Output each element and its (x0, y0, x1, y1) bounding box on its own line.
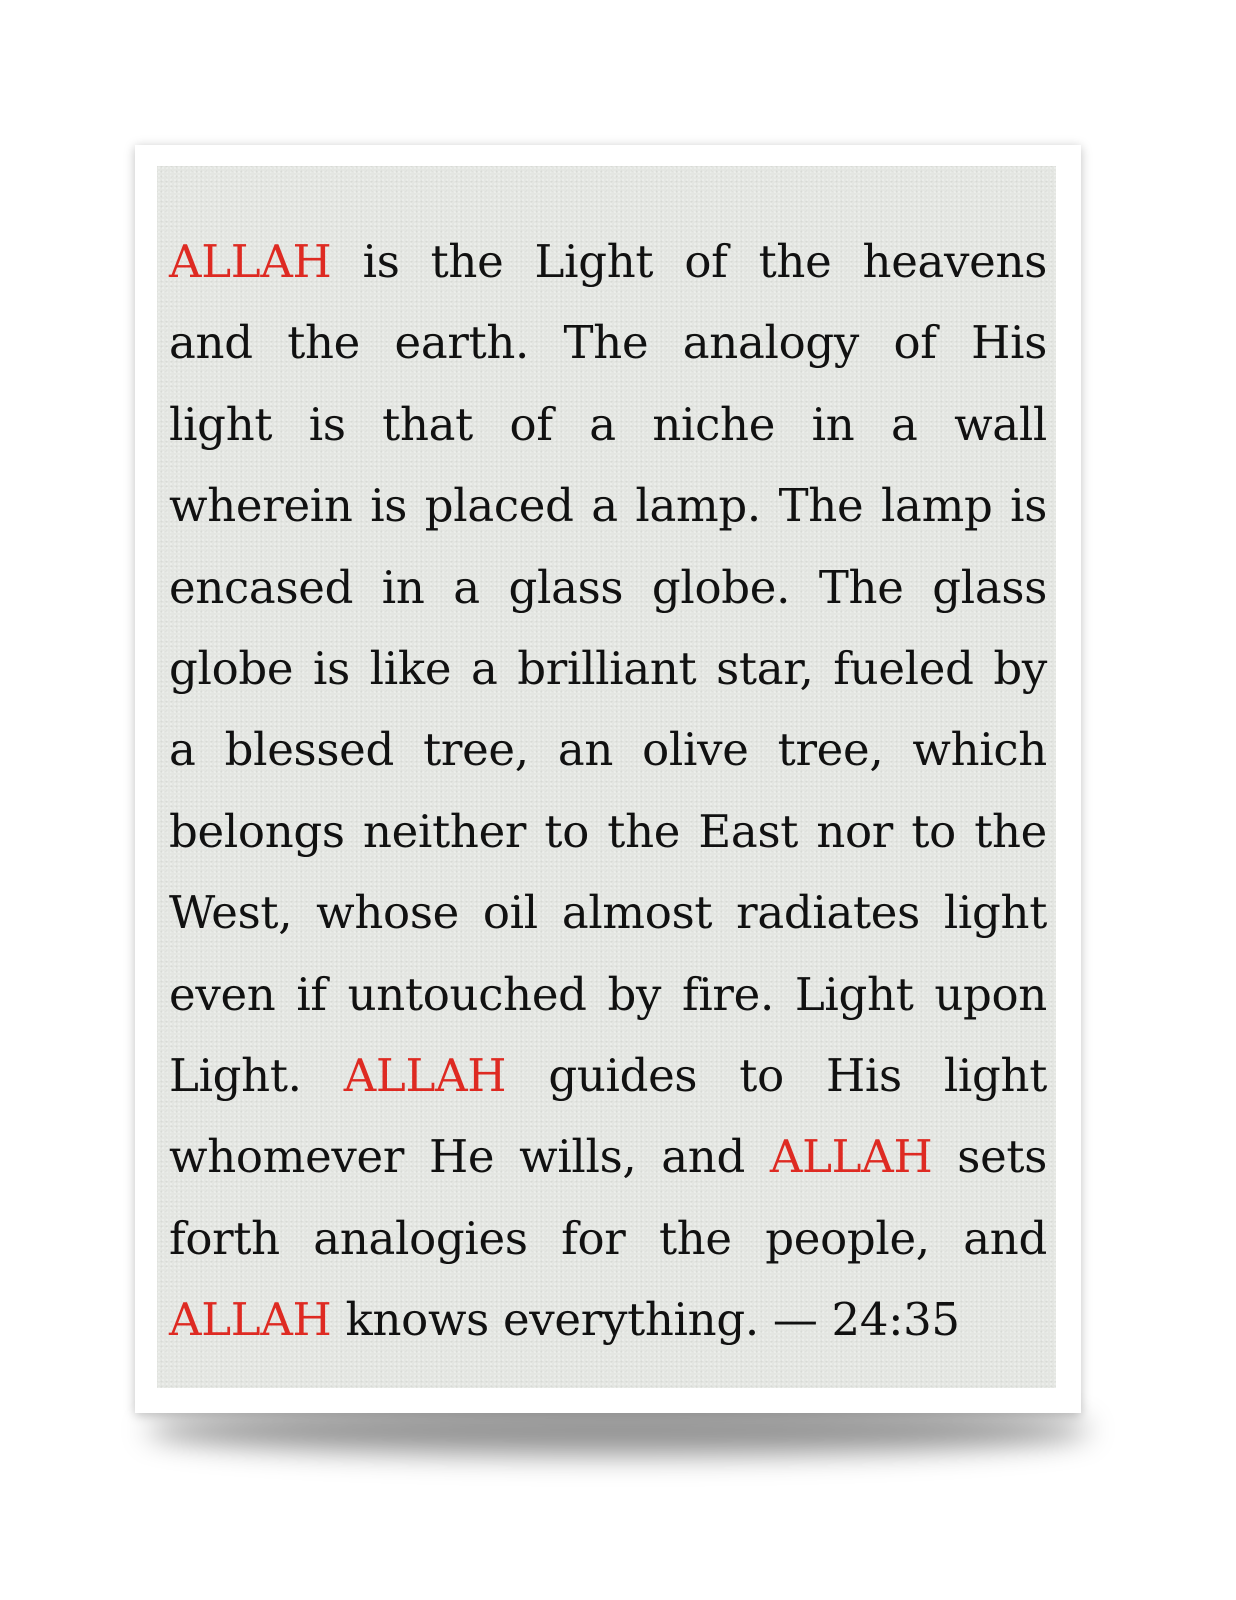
verse-line (169, 1279, 1047, 1360)
verse-line (169, 384, 1047, 465)
verse-segment: forth analogies for the people, and (169, 1211, 1047, 1265)
verse-segment: Light. (169, 1048, 344, 1102)
verse-line (169, 872, 1047, 953)
verse-segment: wherein is placed a lamp. The lamp is (169, 479, 1047, 533)
verse-line (169, 954, 1047, 1035)
verse-segment: light is that of a niche in a wall (169, 397, 1047, 451)
verse-line (169, 465, 1047, 546)
divine-name-highlight: ALLAH (769, 1130, 933, 1184)
verse-line (169, 628, 1047, 709)
verse-text (169, 221, 1047, 1360)
verse-segment: whomever He wills, and (169, 1130, 770, 1184)
verse-segment: guides to His light (506, 1048, 1048, 1102)
verse-segment: globe is like a brilliant star, fueled by (169, 641, 1047, 695)
verse-segment: encased in a glass globe. The glass (169, 560, 1047, 614)
verse-segment: West, whose oil almost radiates light (169, 886, 1047, 940)
verse-segment: and the earth. The analogy of His (169, 316, 1047, 370)
divine-name-highlight: ALLAH (343, 1048, 507, 1102)
verse-segment: belongs neither to the East nor to the (169, 804, 1047, 858)
verse-panel (157, 166, 1056, 1388)
verse-line (169, 221, 1047, 302)
verse-line (169, 1035, 1047, 1116)
divine-name-highlight: ALLAH (169, 235, 332, 288)
verse-segment: is the Light of the heavens (331, 235, 1047, 288)
verse-segment: even if untouched by fire. Light upon (169, 967, 1047, 1021)
verse-segment: knows everything. — 24:35 (331, 1293, 960, 1347)
divine-name-highlight: ALLAH (169, 1293, 332, 1347)
verse-line (169, 791, 1047, 872)
verse-line (169, 302, 1047, 383)
verse-line (169, 1198, 1047, 1279)
verse-line (169, 547, 1047, 628)
verse-segment: sets (932, 1130, 1047, 1184)
verse-card (135, 145, 1081, 1413)
verse-segment: a blessed tree, an olive tree, which (169, 723, 1047, 777)
verse-line (169, 709, 1047, 790)
verse-line (169, 1116, 1047, 1197)
